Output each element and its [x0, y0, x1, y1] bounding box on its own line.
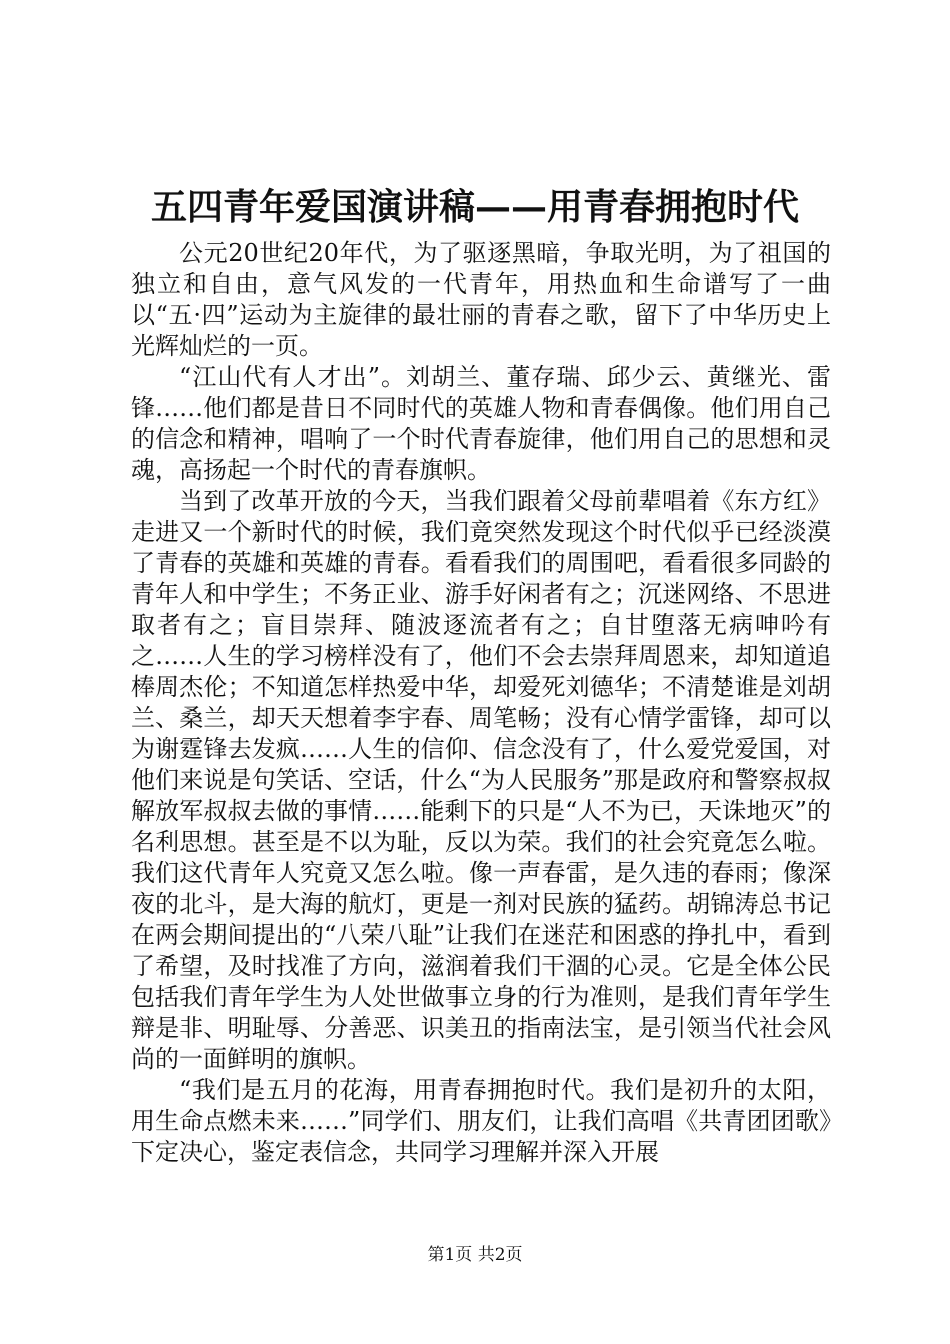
paragraph-1: 公元20世纪20年代，为了驱逐黑暗，争取光明，为了祖国的独立和自由，意气风发的一代青年，用热血和生命谱写了一曲以“五·四”运动为主旋律的最壮丽的青春之歌，留下了中华历史上光辉灿烂的一页。 — [131, 239, 831, 360]
document-title: 五四青年爱国演讲稿——用青春拥抱时代 — [150, 186, 799, 228]
document-body — [131, 238, 831, 1168]
paragraph-2: “江山代有人才出”。刘胡兰、董存瑞、邱少云、黄继光、雷锋……他们都是昔日不同时代的英雄人物和青春偶像。他们用自己的信念和精神，唱响了一个时代青春旋律，他们用自己的思想和灵魂，高扬起一个时代的青春旗帜。 — [131, 363, 831, 484]
page-footer: 第1页 共2页 — [427, 1245, 523, 1265]
paragraph-3: 当到了改革开放的今天，当我们跟着父母前辈唱着《东方红》走进又一个新时代的时候，我们竟突然发现这个时代似乎已经淡漠了青春的英雄和英雄的青春。看看我们的周围吧，看看很多同龄的青年人和中学生；不务正业、游手好闲者有之；沉迷网络、不思进取者有之；盲目崇拜、随波逐流者有之；自甘堕落无病呻吟有之……人生的学习榜样没有了，他们不会去崇拜周恩来，却知道追棒周杰伦；不知道怎样热爱中华，却爱死刘德华；不清楚谁是刘胡兰、桑兰，却天天想着李宇春、周笔畅；没有心情学雷锋，却可以为谢霆锋去发疯……人生的信仰、信念没有了，什么爱党爱国，对他们来说是句笑话、空话，什么“为人民服务”那是政府和警察叔叔解放军叔叔去做的事情……能剩下的只是“人不为已，天诛地灭”的名利思想。甚至是不以为耻，反以为荣。我们的社会究竟怎么啦。我们这代青年人究竟又怎么啦。像一声春雷，是久违的春雨；像深夜的北斗，是大海的航灯，更是一剂对民族的猛药。胡锦涛总书记在两会期间提出的“八荣八耻”让我们在迷茫和困惑的挣扎中，看到了希望，及时找准了方向，滋润着我们干涸的心灵。它是全体公民包括我们青年学生为人处世做事立身的行为准则，是我们青年学生辩是非、明耻辱、分善恶、识美丑的指南法宝，是引领当代社会风尚的一面鲜明的旗帜。 — [131, 487, 831, 1073]
paragraph-4: “我们是五月的花海，用青春拥抱时代。我们是初升的太阳，用生命点燃未来……”同学们、朋友们，让我们高唱《共青团团歌》下定决心，鉴定表信念，共同学习理解并深入开展 — [131, 1076, 831, 1166]
